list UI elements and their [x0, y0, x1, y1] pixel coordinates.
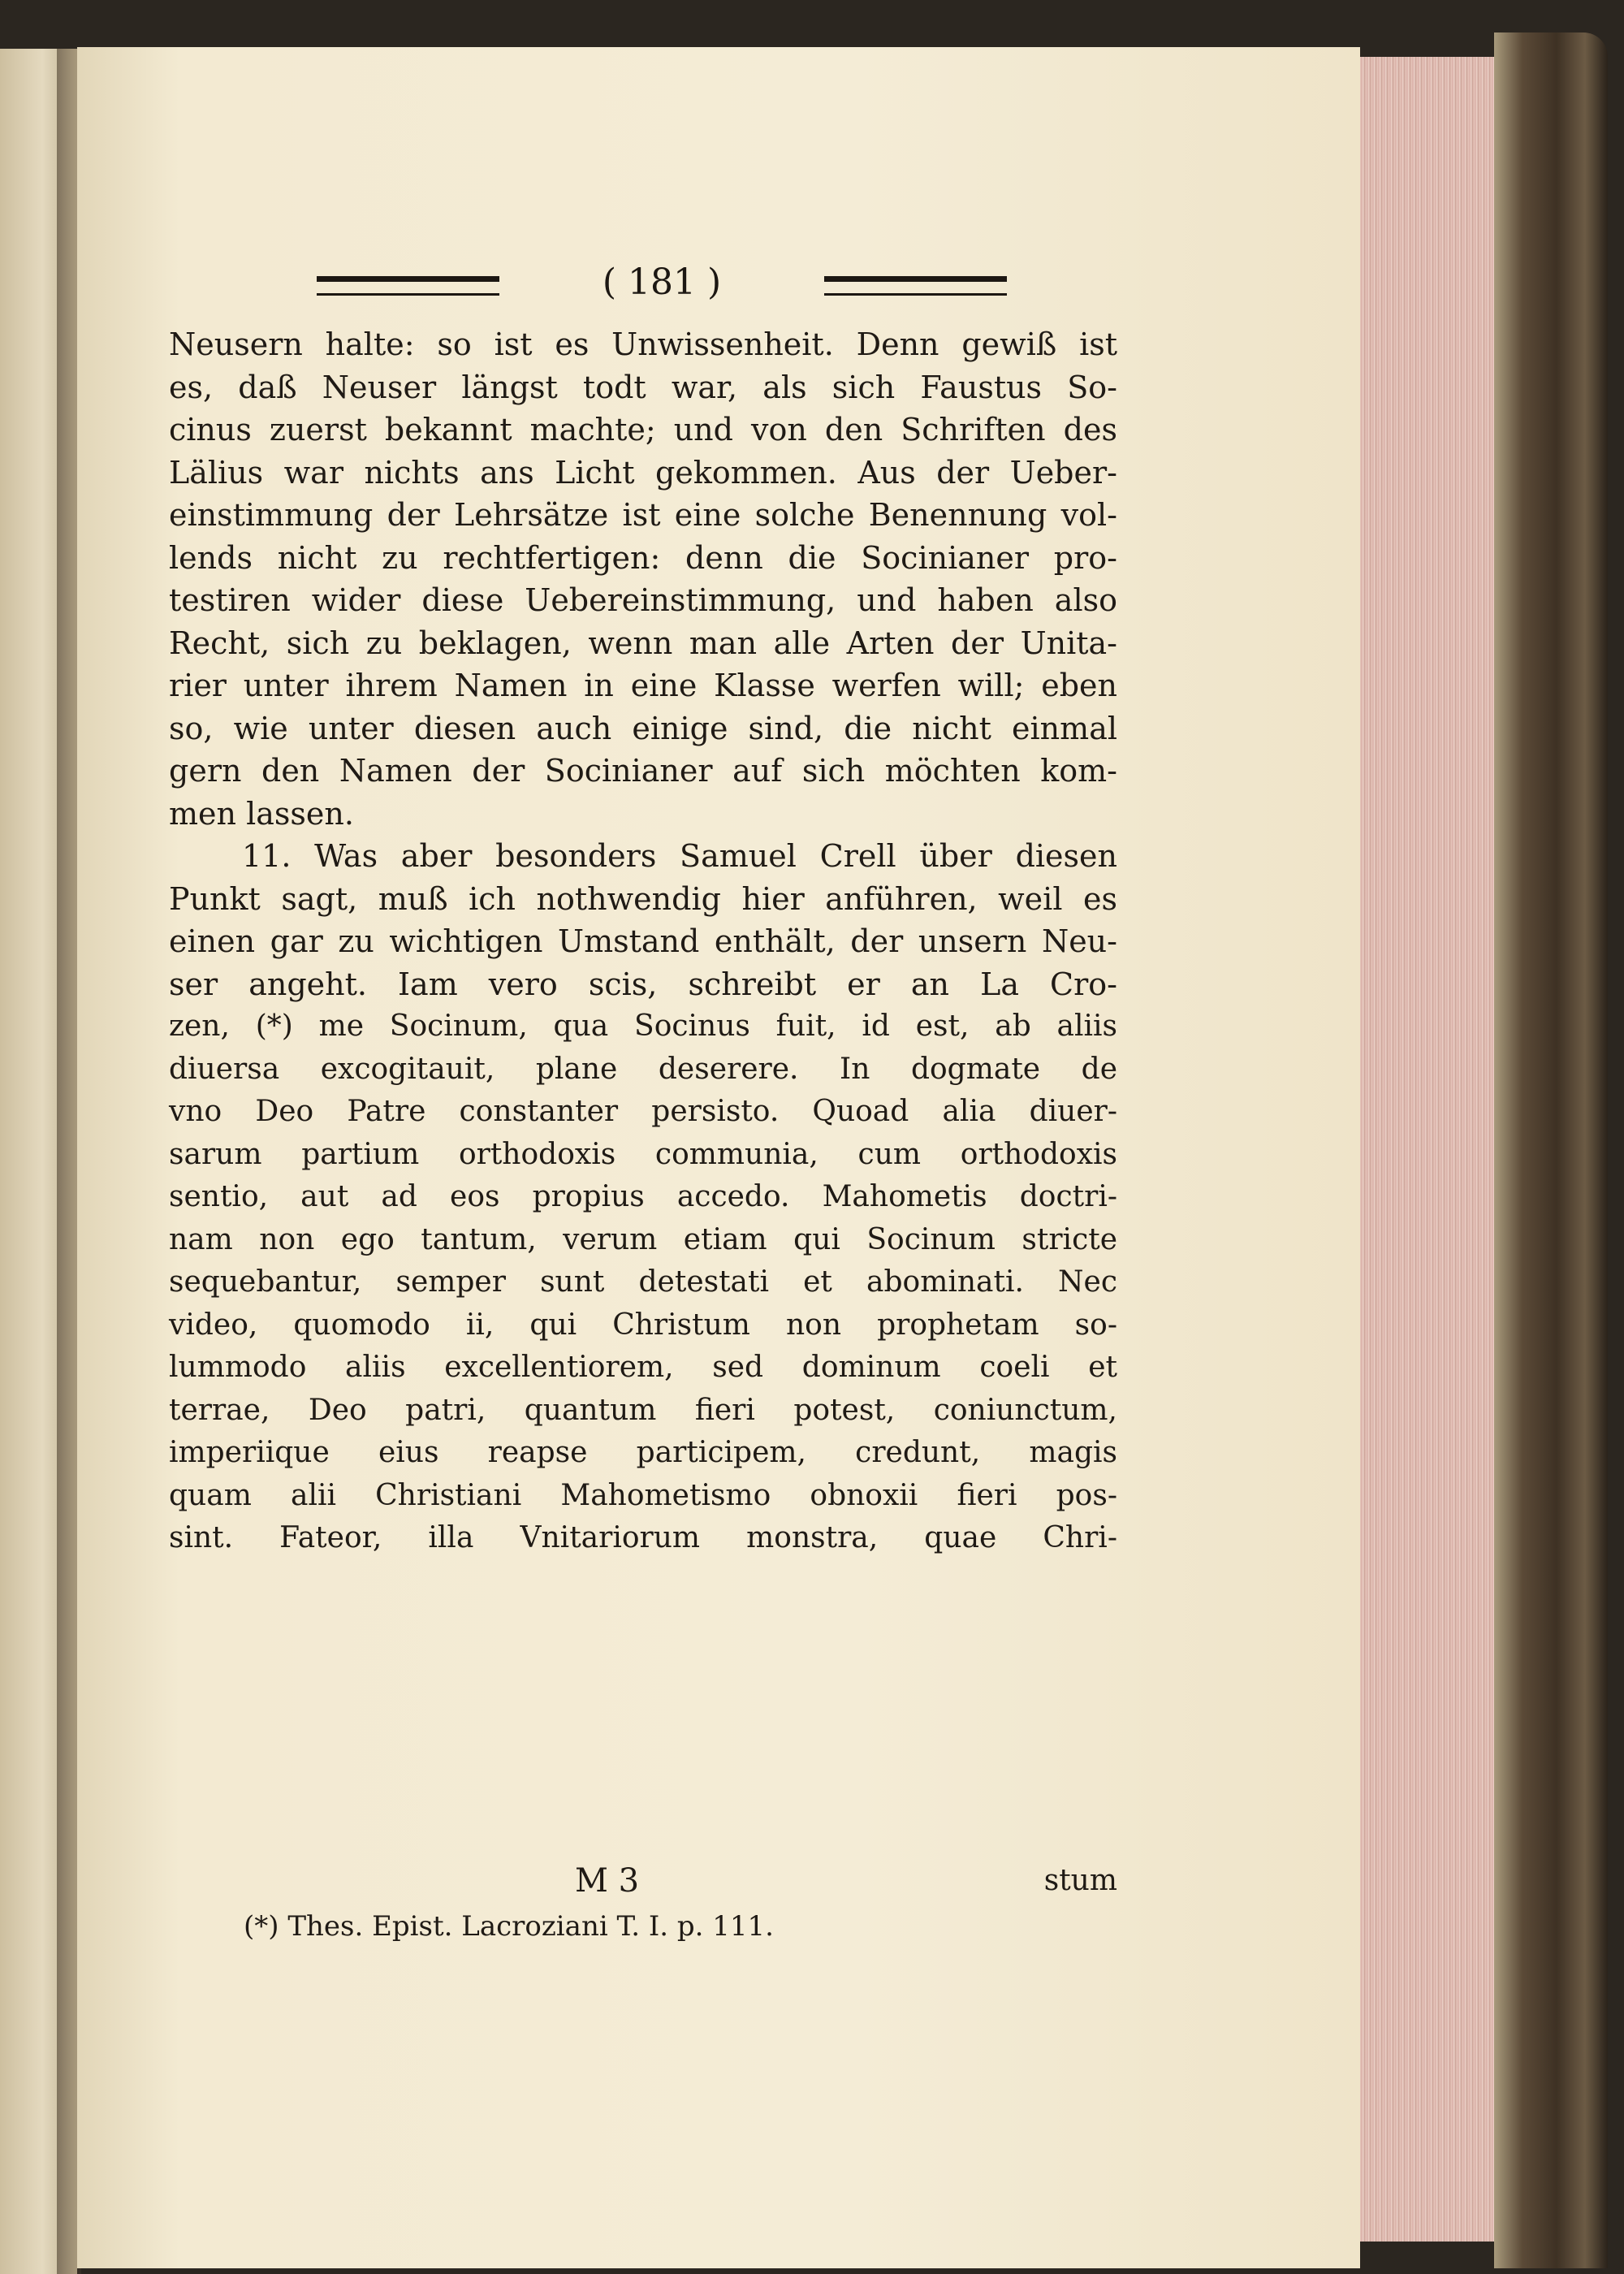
text-line: einstimmung der Lehrsätze ist eine solche Benennung vol-: [169, 497, 1117, 533]
text-line: Lälius war nichts ans Licht gekommen. Aus der Ueber-: [169, 454, 1117, 491]
catchword: stum: [1043, 1864, 1117, 1897]
footnote: (*) Thes. Epist. Lacroziani T. I. p. 111.: [244, 1910, 774, 1943]
text-line: es, daß Neuser längst todt war, als sich Faustus So-: [169, 369, 1117, 405]
text-line: lummodo aliis excellentiorem, sed dominum coeli et: [169, 1351, 1117, 1384]
signature-mark: M 3: [575, 1862, 640, 1900]
text-line: sentio, aut ad eos propius accedo. Mahometis doctri-: [169, 1180, 1117, 1213]
text-line: zen, (*) me Socinum, qua Socinus fuit, id est, ab aliis: [169, 1009, 1117, 1043]
text-line: lends nicht zu rechtfertigen: denn die Socinianer pro-: [169, 539, 1117, 576]
text-line: rier unter ihrem Namen in eine Klasse werfen will; eben: [169, 668, 1117, 703]
text-line: sarum partium orthodoxis communia, cum orthodoxis: [169, 1137, 1117, 1171]
page-header: [317, 258, 1007, 307]
text-line: so, wie unter diesen auch einige sind, die nicht einmal: [169, 710, 1117, 746]
page-footer-row: [169, 1860, 1117, 1902]
text-line: gern den Namen der Socinianer auf sich möchten kom-: [169, 753, 1117, 789]
text-line: Recht, sich zu beklagen, wenn man alle Arten der Unita-: [169, 625, 1117, 661]
text-line: ser angeht. Iam vero scis, schreibt er an La Cro-: [169, 966, 1117, 1002]
header-rule-right: [824, 276, 1007, 296]
text-line: einen gar zu wichtigen Umstand enthält, der unsern Neu-: [169, 923, 1117, 959]
body-text: [169, 323, 1117, 1560]
book-spine: [1494, 32, 1608, 2268]
text-line: Punkt sagt, muß ich nothwendig hier anführen, weil es: [169, 880, 1117, 917]
text-line: vno Deo Patre constanter persisto. Quoad alia diuer-: [169, 1095, 1117, 1128]
paragraph-start-line: 11. Was aber besonders Samuel Crell über diesen: [242, 838, 1117, 874]
text-line: cinus zuerst bekannt machte; und von den Schriften des: [169, 412, 1117, 447]
text-line: sint. Fateor, illa Vnitariorum monstra, quae Chri-: [169, 1521, 1117, 1554]
text-line: sequebantur, semper sunt detestati et abominati. Nec: [169, 1265, 1117, 1299]
text-line: Neusern halte: so ist es Unwissenheit. Denn gewiß ist: [169, 326, 1117, 362]
text-line: imperiique eius reapse participem, credunt, magis: [169, 1436, 1117, 1469]
text-line: men lassen.: [169, 795, 354, 832]
page-number: ( 181 ): [602, 262, 722, 303]
text-line: diuersa excogitauit, plane deserere. In dogmate de: [169, 1052, 1117, 1086]
text-line: terrae, Deo patri, quantum fieri potest, coniunctum,: [169, 1393, 1117, 1427]
text-line: quam alii Christiani Mahometismo obnoxii fieri pos-: [169, 1478, 1117, 1512]
text-line: nam non ego tantum, verum etiam qui Socinum stricte: [169, 1222, 1117, 1256]
text-line: testiren wider diese Uebereinstimmung, und haben also: [169, 582, 1117, 618]
text-line: video, quomodo ii, qui Christum non prophetam so-: [169, 1308, 1117, 1342]
page-edges: [1360, 57, 1494, 2242]
